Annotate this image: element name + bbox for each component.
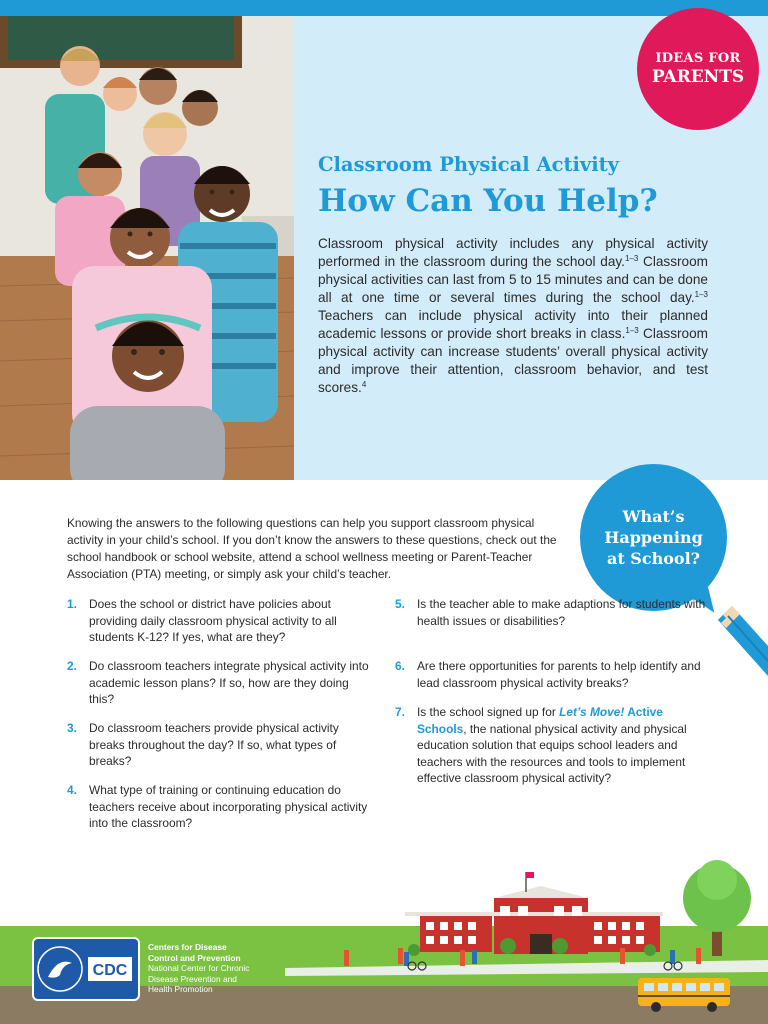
whats-happening-bubble xyxy=(580,464,727,611)
org-line-2: Control and Prevention xyxy=(148,952,241,963)
bubble-line-3: at School? xyxy=(606,549,701,568)
org-line-1: Centers for Disease xyxy=(148,942,227,952)
center-line-2: Disease Prevention and xyxy=(148,973,237,984)
question-number: 3. xyxy=(67,721,77,735)
question-text: Do classroom teachers provide physical activity breaks throughout the day? If so, what types of breaks? xyxy=(89,721,339,768)
question-number: 7. xyxy=(395,705,405,719)
lead-paragraph: Knowing the answers to the following questions can help you support classroom physical activity in your child’s school. If you don’t know the answers to these questions, check out the school handbook or school website, attend a school wellness meeting or Parent-Teacher Association (PTA) meeting, or simply ask your child’s teacher. xyxy=(67,516,557,581)
question-text: Is the teacher able to make adaptions for students with health issues or disabilities? xyxy=(417,597,706,628)
active-schools-link-text: Active Schools xyxy=(417,705,663,736)
center-line-1: National Center for Chronic xyxy=(148,963,250,974)
question-number: 2. xyxy=(67,659,77,673)
question-item xyxy=(67,720,369,770)
question-item xyxy=(395,596,707,629)
question-number: 5. xyxy=(395,597,405,611)
question-number: 4. xyxy=(67,783,77,797)
intro-paragraph xyxy=(318,235,708,397)
badge-line-2: PARENTS xyxy=(651,67,745,87)
top-color-strip xyxy=(0,0,768,16)
cdc-logo-text: CDC xyxy=(92,962,128,979)
page-subtitle: Classroom Physical Activity xyxy=(318,153,619,176)
intro-text-1: Classroom physical activity includes any physical activity performed in the classroom during the school day. xyxy=(318,236,708,269)
question-number: 1. xyxy=(67,597,77,611)
intro-text-3: Teachers can include physical activity into their planned academic lessons or provide short breaks in class. xyxy=(318,308,708,341)
question-item xyxy=(67,782,369,832)
question-text: Are there opportunities for parents to help identify and lead classroom physical activity breaks? xyxy=(417,659,701,690)
question-item xyxy=(395,658,707,691)
question-text-post: , the national physical activity and physical education solution that equips school leaders and teachers with the resources and tools to implement effective classroom physical activity? xyxy=(417,721,687,785)
children-photo xyxy=(0,16,294,480)
center-line-3: Health Promotion xyxy=(148,984,213,995)
question-text xyxy=(417,704,707,787)
page-title: How Can You Help? xyxy=(318,183,658,219)
citation-1: 1–3 xyxy=(624,254,639,263)
citation-4: 4 xyxy=(361,380,367,389)
pencil-icon xyxy=(718,606,768,686)
lets-move-link-italic: Let’s Move! xyxy=(559,705,625,719)
bubble-line-2: Happening xyxy=(604,528,703,547)
question-item xyxy=(395,704,707,787)
question-text: Does the school or district have policies about providing daily classroom physical activity to all students K-12? If yes, what are they? xyxy=(89,597,337,644)
cdc-logo xyxy=(32,937,140,1001)
bubble-line-1: What’s xyxy=(622,507,685,526)
question-item xyxy=(67,596,369,646)
cdc-organization-text xyxy=(148,942,278,995)
citation-2: 1–3 xyxy=(694,290,708,299)
question-item xyxy=(67,658,369,708)
question-number: 6. xyxy=(395,659,405,673)
intro-text-2: Classroom physical activities can last from 5 to 15 minutes and can be done all at one time or several times during the school day. xyxy=(318,254,708,305)
citation-3: 1–3 xyxy=(625,326,639,335)
question-text: Do classroom teachers integrate physical activity into academic lesson plans? If so, how are they doing this? xyxy=(89,659,369,706)
badge-line-1: IDEAS FOR xyxy=(655,51,741,66)
intro-text-4: Classroom physical activity can increase students’ overall physical activity and improve their attention, classroom behavior, and test scores. xyxy=(318,326,708,395)
ideas-for-parents-badge xyxy=(637,8,759,130)
question-text: What type of training or continuing education do teachers receive about incorporating physical activity into the classroom? xyxy=(89,783,368,830)
question-text-pre: Is the school signed up for xyxy=(417,705,560,719)
